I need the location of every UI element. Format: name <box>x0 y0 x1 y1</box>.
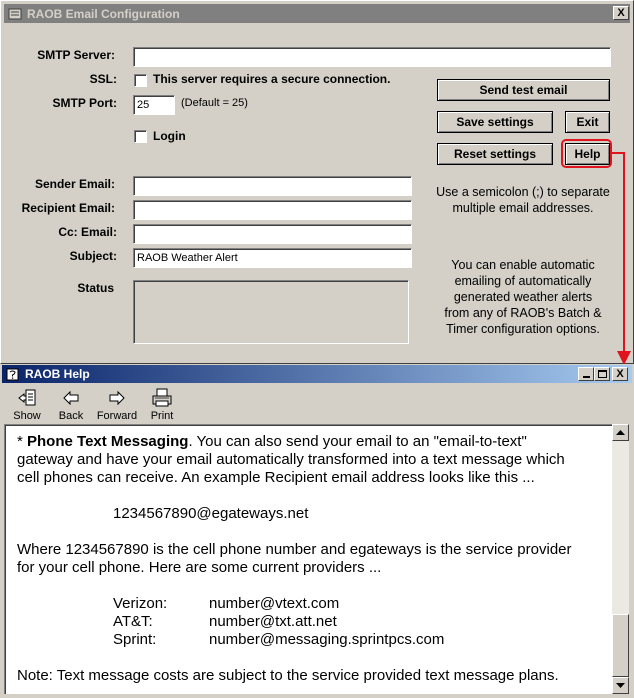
auto-note-line: Timer configuration options. <box>446 322 600 336</box>
smtp-port-default: (Default = 25) <box>181 97 248 109</box>
help-close-button[interactable] <box>612 367 628 381</box>
status-label: Status <box>77 281 114 295</box>
intro-line: gateway and have your email automatically transformed into a text message which <box>17 451 565 468</box>
semicolon-note-line: Use a semicolon (;) to separate <box>436 185 610 199</box>
show-icon <box>17 388 37 408</box>
provider-address: number@vtext.com <box>209 595 340 612</box>
print-button[interactable] <box>147 388 177 422</box>
maximize-button[interactable] <box>594 367 610 381</box>
where-line: for your cell phone. Here are some current providers ... <box>17 559 382 576</box>
help-content-pane <box>4 424 612 694</box>
close-icon: X <box>616 367 624 380</box>
reset-settings-button[interactable]: Reset settings <box>437 143 553 165</box>
config-close-button[interactable] <box>613 6 629 20</box>
login-label: Login <box>153 129 186 143</box>
provider-name: Verizon: <box>113 595 168 612</box>
semicolon-note-line: multiple email addresses. <box>452 201 594 215</box>
scroll-up-arrow-icon <box>616 430 625 436</box>
cc-email-input[interactable] <box>133 224 412 244</box>
auto-note-line: You can enable automatic <box>451 258 595 272</box>
close-icon: X <box>617 6 625 19</box>
note-line: Note: Text message costs are subject to the service provided text message plans. <box>17 667 559 684</box>
section-heading: Phone Text Messaging <box>27 433 189 450</box>
login-checkbox[interactable] <box>134 130 147 143</box>
printer-icon <box>151 388 173 408</box>
back-label: Back <box>58 410 84 422</box>
scroll-up-button[interactable] <box>612 424 629 441</box>
bullet: * <box>17 433 28 450</box>
ssl-checkbox-label: This server requires a secure connection. <box>153 72 391 86</box>
where-line: Where 1234567890 is the cell phone number and egateways is the service provider <box>17 541 572 558</box>
help-button[interactable]: Help <box>565 143 610 165</box>
provider-address: number@txt.att.net <box>209 613 337 630</box>
back-button[interactable] <box>56 388 86 422</box>
help-title: RAOB Help <box>25 367 90 381</box>
smtp-server-label: SMTP Server: <box>37 48 115 62</box>
provider-name: AT&T: <box>113 613 153 630</box>
scroll-thumb[interactable] <box>612 614 629 677</box>
auto-note-line: generated weather alerts <box>453 290 593 304</box>
ssl-label: SSL: <box>89 72 117 86</box>
exit-button[interactable]: Exit <box>565 111 610 133</box>
forward-arrow-icon <box>107 388 127 408</box>
smtp-port-label: SMTP Port: <box>52 96 117 110</box>
scroll-down-arrow-icon <box>616 683 625 689</box>
example-address: 1234567890@egateways.net <box>113 505 309 522</box>
show-label: Show <box>13 410 41 422</box>
forward-button[interactable] <box>96 388 138 422</box>
red-arrow-annotation <box>600 148 634 370</box>
print-label: Print <box>150 410 174 422</box>
back-arrow-icon <box>61 388 81 408</box>
status-box <box>133 280 409 344</box>
provider-address: number@messaging.sprintpcs.com <box>209 631 445 648</box>
show-button[interactable] <box>12 388 42 422</box>
minimize-button[interactable] <box>578 367 594 381</box>
save-settings-button[interactable]: Save settings <box>437 111 553 133</box>
help-title-bar[interactable] <box>2 365 632 383</box>
cc-email-label: Cc: Email: <box>58 225 117 239</box>
intro-line: cell phones can receive. An example Recipient email address looks like this ... <box>17 469 535 486</box>
help-paragraph-heading <box>17 433 527 450</box>
subject-input[interactable]: RAOB Weather Alert <box>133 248 412 268</box>
minimize-icon <box>583 376 590 378</box>
send-test-email-button[interactable]: Send test email <box>437 79 610 101</box>
provider-name: Sprint: <box>113 631 157 648</box>
semicolon-note <box>421 184 625 216</box>
auto-email-note <box>421 257 625 337</box>
recipient-email-input[interactable] <box>133 200 412 220</box>
intro-line: . You can also send your email to an "email-to-text" <box>188 433 527 450</box>
config-title-bar[interactable] <box>4 4 630 23</box>
vertical-scrollbar[interactable] <box>612 424 629 694</box>
sender-email-input[interactable] <box>133 176 412 196</box>
help-window <box>0 364 634 698</box>
auto-note-line: from any of RAOB's Batch & <box>444 306 602 320</box>
scroll-down-button[interactable] <box>612 677 629 694</box>
config-title: RAOB Email Configuration <box>27 6 180 21</box>
smtp-port-input[interactable]: 25 <box>133 95 175 115</box>
smtp-server-input[interactable] <box>133 47 611 67</box>
subject-label: Subject: <box>69 249 117 263</box>
auto-note-line: emailing of automatically <box>454 274 592 288</box>
maximize-icon <box>598 370 607 378</box>
help-book-icon <box>5 366 21 382</box>
recipient-email-label: Recipient Email: <box>21 201 115 215</box>
ssl-checkbox[interactable] <box>134 74 147 87</box>
sender-email-label: Sender Email: <box>34 177 115 191</box>
app-icon <box>7 6 23 22</box>
forward-label: Forward <box>96 410 138 422</box>
